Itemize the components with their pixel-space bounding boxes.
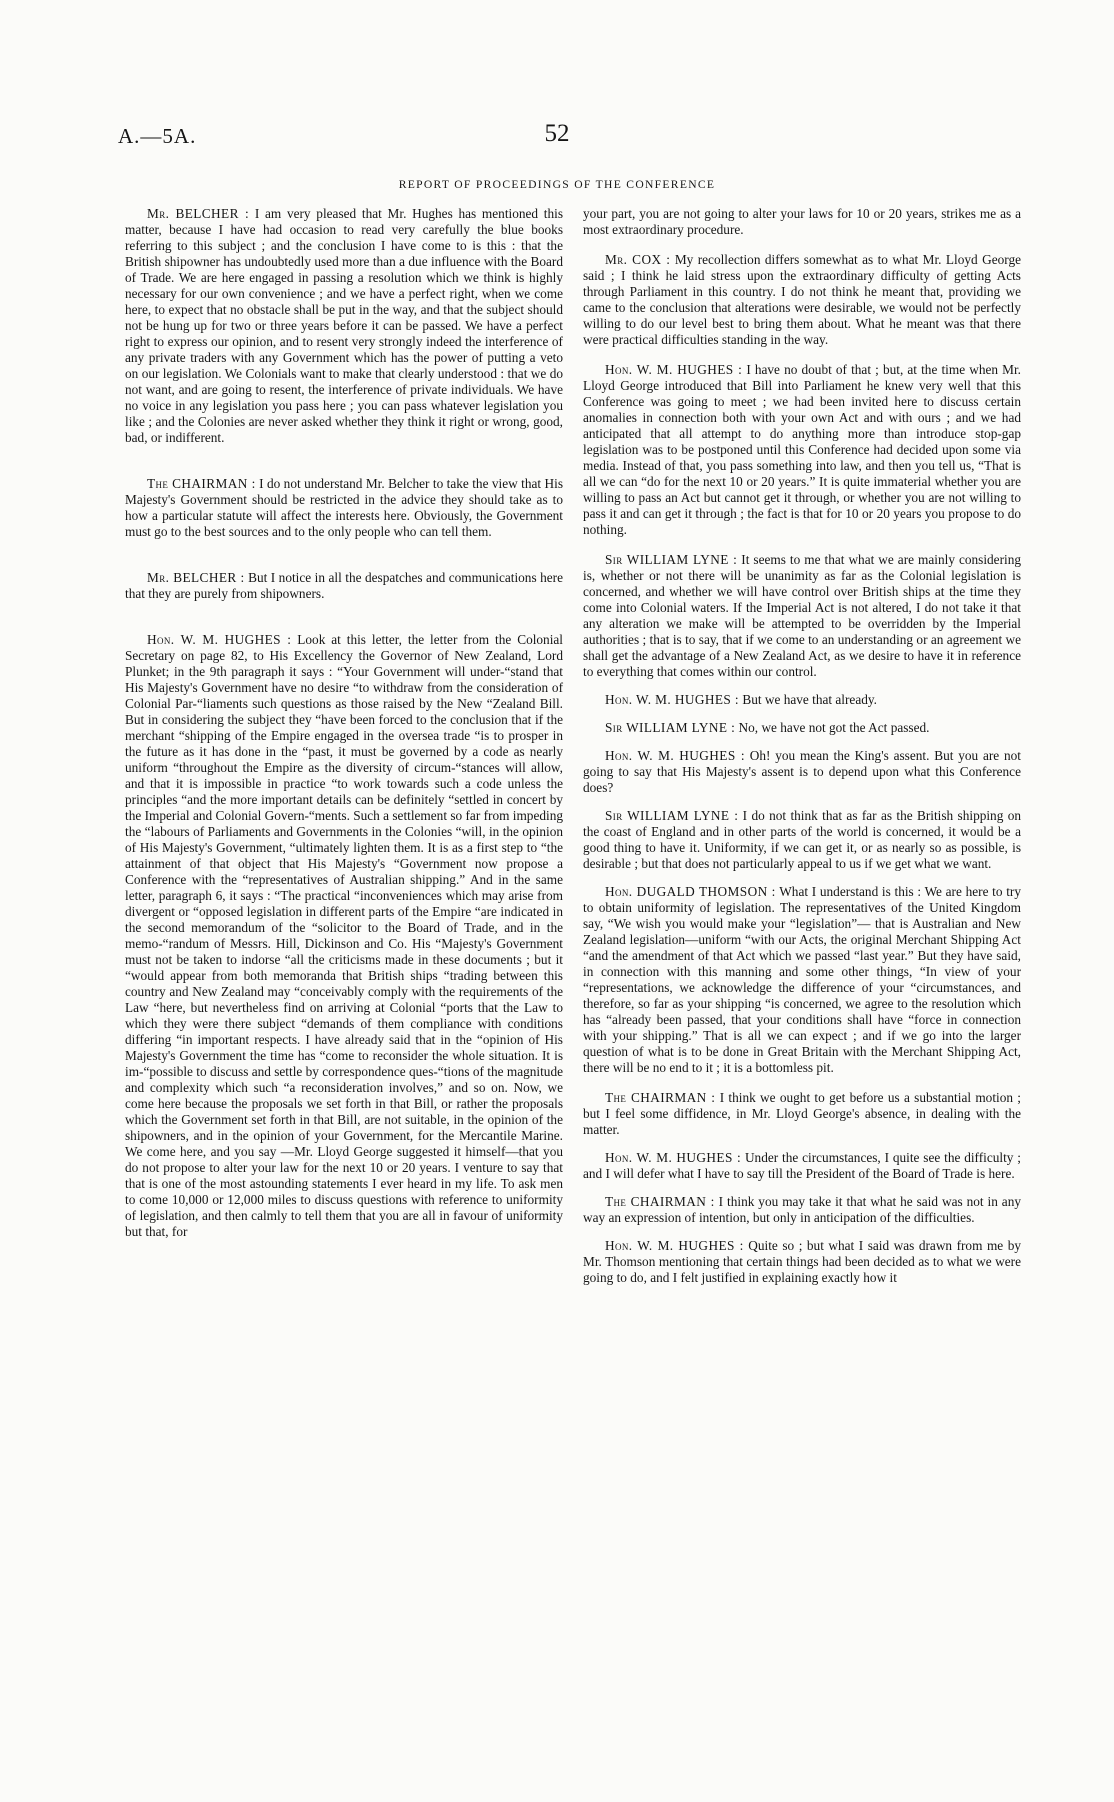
speech-paragraph	[583, 252, 1021, 348]
speaker-name: Mr. BELCHER :	[147, 570, 245, 585]
speech-paragraph	[583, 748, 1021, 796]
speech-text: I have no doubt of that ; but, at the time when Mr. Lloyd George introduced that Bill into Parliament he knew very well that this Conference was going to meet ; we had been invited here to discuss certain anomalies in connection both with your own Act and with ours ; and we had anticipated that all attempt to do anything more than introduce stop-gap legislation was to be postponed until this Conference had decided upon some via media. Instead of that, you pass something into law, and then you tell us, “That is all we can “do for the next 10 or 20 years.” It is quite immaterial whether you are willing to pass an Act but cannot get it through, or whether you are not willing to pass it and can get it through ; the fact is that for 10 or 20 years you propose to do nothing.	[583, 362, 1021, 537]
speaker-name: Sir WILLIAM LYNE :	[605, 808, 739, 823]
speech-text: What I understand is this : We are here to try to obtain uniformity of legislation. The representatives of the United Kingdom say, “We wish you would make your “legislation”— that is Australian and New Zealand legislation—uniform “with our Acts, the original Merchant Shipping Act “and the amendment of that Act which we passed “last year.” But they have said, in connection with this manning and some other things, “In view of your “representations, we acknowledge the difference of your “circumstances, and therefore, so far as your shipping “is concerned, we agree to the resolution which has “already been passed, that your conditions shall have “force in connection with your shipping.” That is all we can expect ; and if we go into the larger question of what is to be done in Great Britain with the Merchant Shipping Act, there will be no end to it ; it is a bottomless pit.	[583, 884, 1021, 1075]
speech-text: Quite so ; but what I said was drawn from me by Mr. Thomson mentioning that certain things had been decided as to what we were going to do, and I felt justified in explaining exactly how it	[583, 1238, 1021, 1285]
speech-paragraph	[125, 632, 563, 1240]
speech-text: My recollection differs somewhat as to what Mr. Lloyd George said ; I think he laid stress upon the extraordinary difficulty of getting Acts through Parliament in this country. I do not think he meant that, providing we came to the conclusion that alterations were desirable, we would not be perfectly willing to do our level best to bring them about. What he meant was that there were practical difficulties standing in the way.	[583, 252, 1021, 347]
speech-paragraph	[583, 1090, 1021, 1138]
speaker-name: Hon. W. M. HUGHES :	[605, 1150, 742, 1165]
speaker-name: Hon. W. M. HUGHES :	[605, 748, 745, 763]
speaker-name: The CHAIRMAN :	[605, 1090, 716, 1105]
speaker-name: Hon. W. M. HUGHES :	[147, 632, 292, 647]
page-number: 52	[544, 120, 570, 147]
speech-text: No, we have not got the Act passed.	[738, 720, 930, 735]
speech-paragraph	[583, 692, 1021, 708]
speech-paragraph	[583, 552, 1021, 680]
speech-paragraph	[583, 206, 1021, 238]
speech-paragraph	[583, 884, 1021, 1076]
speech-paragraph	[583, 1194, 1021, 1226]
right-column	[583, 206, 1021, 1286]
speaker-name: Sir WILLIAM LYNE :	[605, 720, 736, 735]
speech-paragraph	[125, 476, 563, 540]
speech-paragraph	[125, 206, 563, 446]
speech-text: Look at this letter, the letter from the Colonial Secretary on page 82, to His Excellency the Governor of New Zealand, Lord Plunket; in the 9th paragraph it says : “Your Government will under-“stand that His Majesty's Government have no desire “to withdraw from the consideration of Colonial Par-“liaments such questions as those raised by the New “Zealand Bill. But in considering the subject they “have been forced to the conclusion that if the merchant “shipping of the Empire engaged in the oversea trade “is to prosper in the future as it has done in the “past, it must be governed by a code as nearly uniform “throughout the Empire as the diversity of circum-“stances will allow, and that it is impossible in practice “to work towards such a code unless the principles “and the more important details can be definitely “settled in concert by the Imperial and Colonial Govern-“ments. Such a settlement so far from impeding the “labours of Parliaments and Governments in the Colonies “will, in the opinion of His Majesty's Government, “ultimately lighten them. It is as a first step to “the attainment of that object that His Majesty's “Government now propose a Conference with the “representatives of Australian shipping.” And in the same letter, paragraph 6, it says : “The practical “inconveniences which may arise from divergent or “opposed legislation in different parts of the Empire “are indicated in the second memorandum of the “solicitor to the Board of Trade, and in the memo-“randum of Messrs. Hill, Dickinson and Co. His “Majesty's Government must not be taken to indorse “all the criticisms made in these documents ; but it “would appear from both memoranda that British ships “trading between this country and New Zealand may “conceivably comply with the requirements of the Law “here, but nevertheless find on arriving at Colonial “ports that the Law to which they were there subject “demands of them compliance with conditions differing “in important respects. I have already said that in the “opinion of His Majesty's Government the time has “come to reconsider the whole situation. It is im-“possible to discuss and settle by correspondence ques-“tions of the magnitude and complexity which such “a reconsideration involves,” and so on. Now, we come here because the proposals we set forth in that Bill, or rather the proposals which the Government set forth in that Bill, are not suitable, in the opinion of the shipowners, and in the opinion of your Government, for the Mercantile Marine. We come here, and you say —Mr. Lloyd George suggested it himself—that you do not propose to alter your law for the next 10 or 20 years. I venture to say that that is one of the most astounding statements I ever heard in my life. To ask men to come 10,000 or 12,000 miles to discuss questions with reference to uniformity of legislation, and then calmly to tell them that you are all in favour of uniformity but that, for	[125, 632, 563, 1239]
speech-paragraph	[583, 1150, 1021, 1182]
speech-paragraph	[583, 808, 1021, 872]
speech-text: Under the circumstances, I quite see the difficulty ; and I will defer what I have to say till the President of the Board of Trade is here.	[583, 1150, 1021, 1181]
speech-text: It seems to me that what we are mainly considering is, whether or not there will be unanimity as far as the Colonial legislation is concerned, and whether we will have control over British ships at the time they come into Colonial waters. If the Imperial Act is not altered, I do not take it that any alteration we make will be attempted to be overridden by the Imperial authorities ; that is to say, that if we come to an understanding or an agreement we shall get the advantage of a New Zealand Act, as we desire to have it in reference to everything that comes within our control.	[583, 552, 1022, 679]
speaker-name: The CHAIRMAN :	[605, 1194, 715, 1209]
speech-paragraph	[583, 720, 1021, 736]
speaker-name: Mr. BELCHER :	[147, 206, 250, 221]
speech-text: Oh! you mean the King's assent. But you are not going to say that His Majesty's assent is to depend upon what this Conference does?	[583, 748, 1021, 795]
speaker-name: Hon. W. M. HUGHES :	[605, 1238, 744, 1253]
speech-text: I do not understand Mr. Belcher to take the view that His Majesty's Government should be restricted in the advice they should take as to how a particular statute will affect the interests here. Obviously, the Government must go to the best sources and to the only people who can tell them.	[125, 476, 564, 539]
speaker-name: Hon. W. M. HUGHES :	[605, 362, 743, 377]
speech-paragraph	[583, 1238, 1021, 1286]
speech-text: your part, you are not going to alter your laws for 10 or 20 years, strikes me as a most extraordinary procedure.	[583, 206, 1021, 237]
speaker-name: The CHAIRMAN :	[147, 476, 256, 491]
speaker-name: Sir WILLIAM LYNE :	[605, 552, 738, 567]
speech-paragraph	[125, 570, 563, 602]
page-id: A.—5A.	[118, 124, 197, 148]
speaker-name: Hon. W. M. HUGHES :	[605, 692, 740, 707]
running-head: REPORT OF PROCEEDINGS OF THE CONFERENCE	[398, 178, 716, 191]
left-column	[125, 206, 563, 1240]
speech-text: I am very pleased that Mr. Hughes has mentioned this matter, because I have had occasion to read very carefully the blue books referring to this subject ; and the conclusion I have come to is this : that the British shipowner has undoubtedly used more than a due influence with the Board of Trade. We are here engaged in passing a resolution which we think is highly necessary for our own convenience ; and we have a perfect right, when we come here, to expect that no obstacle shall be put in the way, and that the subject should not be hung up for two or three years before it can be passed. We have a perfect right to express our opinion, and to resent very strongly indeed the interference of any private traders with any Government which has the power of putting a veto on our legislation. We Colonials want to make that clearly understood : that we do not want, and are going to resent, the interference of private individuals. We have no voice in any legislation you pass here ; you can pass whatever legislation you like ; and the Colonies are never asked whether they think it right or wrong, good, bad, or indifferent.	[125, 206, 563, 445]
speech-text: But we have that already.	[742, 692, 877, 707]
speech-paragraph	[583, 362, 1021, 538]
speech-text: I think you may take it that what he said was not in any way an expression of intention, but only in anticipation of the difficulties.	[583, 1194, 1021, 1225]
speech-text: I do not think that as far as the British shipping on the coast of England and in other parts of the world is concerned, it would be a good thing to have it. Uniformity, if we can get it, or as nearly so as possible, is desirable ; but that does not particularly appeal to us if we get what we want.	[583, 808, 1022, 871]
speech-text: I think we ought to get before us a substantial motion ; but I feel some diffidence, in Mr. Lloyd George's absence, in dealing with the matter.	[583, 1090, 1021, 1137]
speaker-name: Mr. COX :	[605, 252, 671, 267]
speech-text: But I notice in all the despatches and communications here that they are purely from shipowners.	[125, 570, 563, 601]
speaker-name: Hon. DUGALD THOMSON :	[605, 884, 776, 899]
